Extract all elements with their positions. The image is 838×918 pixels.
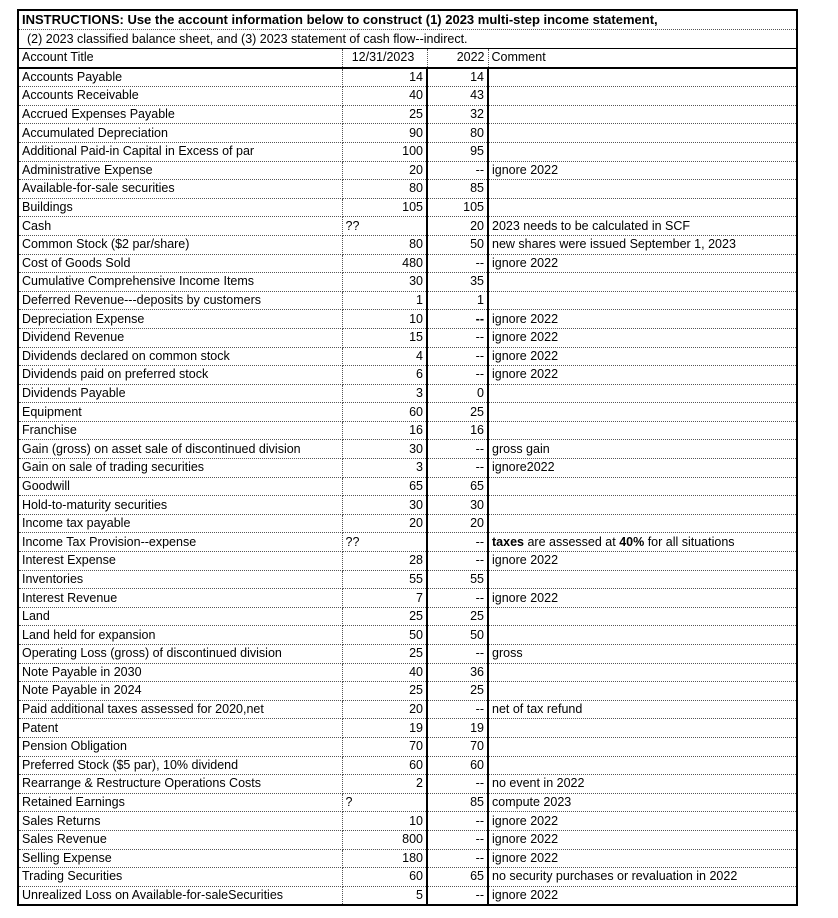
value-2023-cell: 100	[342, 142, 427, 161]
table-row	[19, 273, 796, 292]
table-row	[19, 477, 796, 496]
table-row	[19, 366, 796, 385]
account-title-cell: Goodwill	[19, 477, 342, 496]
table-row	[19, 756, 796, 775]
account-sheet	[17, 9, 798, 906]
comment-part: are assessed at	[523, 534, 620, 549]
account-title-cell: Income Tax Provision--expense	[19, 533, 342, 552]
value-2023-cell: 10	[342, 812, 427, 831]
value-2023-cell: 15	[342, 328, 427, 347]
value-2022-cell: --	[427, 775, 488, 794]
comment-cell	[488, 514, 796, 533]
comment-cell	[488, 477, 796, 496]
table-row	[19, 886, 796, 904]
comment-cell	[488, 180, 796, 199]
table-row	[19, 719, 796, 738]
table-row	[19, 496, 796, 515]
value-2023-cell: 6	[342, 366, 427, 385]
comment-cell: compute 2023	[488, 793, 796, 812]
comment-cell	[488, 682, 796, 701]
comment-cell	[488, 663, 796, 682]
value-2022-cell: --	[427, 161, 488, 180]
comment-cell	[488, 198, 796, 217]
value-2023-cell: 70	[342, 737, 427, 756]
value-2023-cell: 25	[342, 645, 427, 664]
header-comment: Comment	[488, 49, 796, 68]
value-2023-cell: 40	[342, 663, 427, 682]
comment-cell: gross	[488, 645, 796, 664]
comment-cell: ignore 2022	[488, 366, 796, 385]
header-row	[19, 49, 796, 68]
value-2022-cell: --	[427, 849, 488, 868]
account-title-cell: Interest Revenue	[19, 589, 342, 608]
account-title-cell: Additional Paid-in Capital in Excess of par	[19, 142, 342, 161]
account-title-cell: Selling Expense	[19, 849, 342, 868]
account-title-cell: Trading Securities	[19, 868, 342, 887]
account-title-cell: Equipment	[19, 403, 342, 422]
table-row	[19, 291, 796, 310]
table-row	[19, 440, 796, 459]
value-2022-cell: 20	[427, 514, 488, 533]
value-2023-cell: 30	[342, 273, 427, 292]
value-2023-cell: 480	[342, 254, 427, 273]
value-2022-cell: 55	[427, 570, 488, 589]
account-title-cell: Sales Returns	[19, 812, 342, 831]
comment-cell	[488, 719, 796, 738]
account-title-cell: Dividend Revenue	[19, 328, 342, 347]
value-2022-cell: 50	[427, 235, 488, 254]
comment-cell	[488, 273, 796, 292]
account-title-cell: Franchise	[19, 421, 342, 440]
account-title-cell: Accounts Payable	[19, 68, 342, 87]
comment-cell: ignore 2022	[492, 888, 559, 903]
comment-part: 40%	[619, 534, 645, 549]
value-2022-cell: --	[427, 886, 488, 904]
comment-cell: ignore 2022	[488, 812, 796, 831]
account-title-cell: Gain (gross) on asset sale of discontinued division	[19, 440, 342, 459]
value-2022-cell: 85	[427, 793, 488, 812]
table-row	[19, 570, 796, 589]
table-row	[19, 533, 796, 552]
value-2023-cell: 10	[342, 310, 427, 329]
table-row	[19, 254, 796, 273]
value-2023-cell: 3	[342, 384, 427, 403]
value-2023-cell: 90	[342, 124, 427, 143]
table-row	[19, 161, 796, 180]
account-title-cell: Note Payable in 2024	[19, 682, 342, 701]
value-2022-cell: 1	[427, 291, 488, 310]
comment-cell	[488, 607, 796, 626]
value-2022-cell: 65	[427, 868, 488, 887]
account-title-cell: Hold-to-maturity securities	[19, 496, 342, 515]
table-row	[19, 737, 796, 756]
comment-cell	[488, 105, 796, 124]
table-row	[19, 198, 796, 217]
table-row	[19, 775, 796, 794]
comment-cell: ignore 2022	[488, 328, 796, 347]
account-title-cell: Paid additional taxes assessed for 2020,net	[19, 700, 342, 719]
comment-cell	[488, 626, 796, 645]
value-2023-cell: 3	[342, 459, 427, 478]
value-2023-cell: ??	[342, 533, 427, 552]
value-2023-cell: ?	[342, 793, 427, 812]
table-row	[19, 180, 796, 199]
value-2023-cell: 20	[342, 161, 427, 180]
value-2022-cell: 32	[427, 105, 488, 124]
table-row	[19, 626, 796, 645]
comment-cell: ignore 2022	[488, 254, 796, 273]
value-2022-cell: 43	[427, 87, 488, 106]
table-row	[19, 868, 796, 887]
value-2022-cell: 85	[427, 180, 488, 199]
table-row	[19, 235, 796, 254]
account-title-cell: Dividends paid on preferred stock	[19, 366, 342, 385]
value-2023-cell: 60	[342, 868, 427, 887]
value-2023-cell: 20	[342, 514, 427, 533]
value-2022-cell: --	[427, 459, 488, 478]
value-2022-cell: 50	[427, 626, 488, 645]
account-title-cell: Accrued Expenses Payable	[19, 105, 342, 124]
comment-cell	[488, 496, 796, 515]
comment-part: for all situations	[644, 534, 735, 549]
value-2023-cell: 2	[342, 775, 427, 794]
value-2023-cell: 28	[342, 552, 427, 571]
value-2023-cell: 800	[342, 830, 427, 849]
table-row	[19, 607, 796, 626]
value-2023-cell: 14	[342, 68, 427, 87]
table-row	[19, 812, 796, 831]
value-2022-cell: 19	[427, 719, 488, 738]
account-title-cell: Dividends Payable	[19, 384, 342, 403]
value-2022-cell: 20	[427, 217, 488, 236]
comment-cell	[488, 533, 796, 552]
value-2023-cell: ??	[342, 217, 427, 236]
value-2022-cell: --	[427, 830, 488, 849]
table-row	[19, 793, 796, 812]
account-title-cell: Available-for-sale securities	[19, 180, 342, 199]
value-2023-cell: 25	[342, 607, 427, 626]
account-title-cell: Buildings	[19, 198, 342, 217]
value-2023-cell: 4	[342, 347, 427, 366]
comment-part: taxes	[492, 534, 524, 549]
table-row	[19, 124, 796, 143]
value-2022-cell: --	[427, 645, 488, 664]
value-2023-cell: 180	[342, 849, 427, 868]
table-row	[19, 328, 796, 347]
value-2022-cell: --	[427, 254, 488, 273]
account-title-cell: Common Stock ($2 par/share)	[19, 235, 342, 254]
value-2022-cell: 30	[427, 496, 488, 515]
value-2022-cell: --	[427, 589, 488, 608]
account-title-cell: Note Payable in 2030	[19, 663, 342, 682]
account-title-cell: Cost of Goods Sold	[19, 254, 342, 273]
comment-cell: net of tax refund	[488, 700, 796, 719]
account-title-cell: Cumulative Comprehensive Income Items	[19, 273, 342, 292]
value-2022-cell: 36	[427, 663, 488, 682]
comment-cell: ignore 2022	[488, 589, 796, 608]
comment-cell	[488, 68, 796, 87]
account-title-cell: Gain on sale of trading securities	[19, 459, 342, 478]
value-2023-cell: 1	[342, 291, 427, 310]
table-row	[19, 830, 796, 849]
comment-cell: no event in 2022	[488, 775, 796, 794]
value-2023-cell: 105	[342, 198, 427, 217]
account-title-cell: Dividends declared on common stock	[19, 347, 342, 366]
value-2023-cell: 80	[342, 180, 427, 199]
value-2022-cell: 105	[427, 198, 488, 217]
value-2023-cell: 40	[342, 87, 427, 106]
table-row	[19, 142, 796, 161]
table-row	[19, 645, 796, 664]
comment-cell: ignore2022	[488, 459, 796, 478]
value-2022-cell: --	[427, 366, 488, 385]
value-2023-cell: 7	[342, 589, 427, 608]
account-title-cell: Administrative Expense	[19, 161, 342, 180]
value-2022-cell: 70	[427, 737, 488, 756]
value-2022-cell: --	[427, 328, 488, 347]
account-title-cell: Deferred Revenue---deposits by customers	[19, 291, 342, 310]
table-row	[19, 347, 796, 366]
comment-cell	[488, 421, 796, 440]
value-2022-cell: --	[427, 552, 488, 571]
comment-cell: new shares were issued September 1, 2023	[488, 235, 796, 254]
table-row	[19, 514, 796, 533]
value-2023-cell: 5	[342, 886, 427, 904]
value-2022-cell: 95	[427, 142, 488, 161]
account-title-cell: Accumulated Depreciation	[19, 124, 342, 143]
value-2023-cell: 19	[342, 719, 427, 738]
value-2022-cell: --	[427, 310, 488, 329]
value-2022-cell: 14	[427, 68, 488, 87]
value-2022-cell: 0	[427, 384, 488, 403]
header-account-title: Account Title	[19, 49, 342, 68]
comment-cell: ignore 2022	[488, 849, 796, 868]
comment-cell	[488, 124, 796, 143]
value-2023-cell: 55	[342, 570, 427, 589]
comment-cell	[488, 291, 796, 310]
table-row	[19, 105, 796, 124]
value-2023-cell: 65	[342, 477, 427, 496]
comment-cell: ignore 2022	[488, 830, 796, 849]
value-2022-cell: 25	[427, 682, 488, 701]
table-row	[19, 700, 796, 719]
comment-cell: ignore 2022	[488, 347, 796, 366]
table-row	[19, 663, 796, 682]
account-title-cell: Land held for expansion	[19, 626, 342, 645]
value-2022-cell: --	[427, 440, 488, 459]
account-title-cell: Accounts Receivable	[19, 87, 342, 106]
account-title-cell: Depreciation Expense	[19, 310, 342, 329]
value-2022-cell: 35	[427, 273, 488, 292]
table-row	[19, 682, 796, 701]
value-2022-cell: --	[427, 812, 488, 831]
table-row	[19, 552, 796, 571]
comment-cell	[488, 384, 796, 403]
table-row	[19, 310, 796, 329]
value-2022-cell: --	[427, 700, 488, 719]
account-title-cell: Sales Revenue	[19, 830, 342, 849]
account-title-cell: Rearrange & Restructure Operations Costs	[19, 775, 342, 794]
comment-cell	[488, 403, 796, 422]
comment-cell	[488, 87, 796, 106]
account-title-cell: Income tax payable	[19, 514, 342, 533]
account-title-cell: Preferred Stock ($5 par), 10% dividend	[19, 756, 342, 775]
comment-cell: ignore 2022	[488, 552, 796, 571]
instructions-line-2: (2) 2023 classified balance sheet, and (3) 2023 statement of cash flow--indirect.	[19, 30, 796, 49]
instructions-line-1: INSTRUCTIONS: Use the account information below to construct (1) 2023 multi-step income statement,	[19, 11, 796, 30]
table-row	[19, 384, 796, 403]
value-2023-cell: 60	[342, 403, 427, 422]
value-2023-cell: 30	[342, 440, 427, 459]
comment-cell: ignore 2022	[488, 310, 796, 329]
account-title-cell: Land	[19, 607, 342, 626]
value-2022-cell: 60	[427, 756, 488, 775]
table-row	[19, 421, 796, 440]
table-row	[19, 589, 796, 608]
account-title-cell: Cash	[19, 217, 342, 236]
value-2022-cell: --	[427, 347, 488, 366]
value-2023-cell: 30	[342, 496, 427, 515]
table-row	[19, 87, 796, 106]
value-2023-cell: 25	[342, 682, 427, 701]
table-row	[19, 68, 796, 87]
value-2023-cell: 25	[342, 105, 427, 124]
value-2023-cell: 20	[342, 700, 427, 719]
value-2023-cell: 80	[342, 235, 427, 254]
value-2023-cell: 60	[342, 756, 427, 775]
header-2023: 12/31/2023	[342, 49, 427, 68]
table-row	[19, 459, 796, 478]
value-2023-cell: 16	[342, 421, 427, 440]
account-table	[19, 49, 796, 904]
account-title-cell: Interest Expense	[19, 552, 342, 571]
comment-cell	[488, 756, 796, 775]
account-title-cell: Retained Earnings	[19, 793, 342, 812]
account-title-cell: Unrealized Loss on Available-for-saleSecurities	[19, 886, 342, 904]
comment-cell: no security purchases or revaluation in 2022	[488, 868, 796, 887]
comment-cell	[488, 570, 796, 589]
value-2023-cell: 50	[342, 626, 427, 645]
table-row	[19, 849, 796, 868]
comment-cell	[488, 142, 796, 161]
header-2022: 2022	[427, 49, 488, 68]
comment-cell	[488, 737, 796, 756]
value-2022-cell: 80	[427, 124, 488, 143]
account-title-cell: Pension Obligation	[19, 737, 342, 756]
table-row	[19, 403, 796, 422]
comment-cell: ignore 2022	[488, 161, 796, 180]
value-2022-cell: 16	[427, 421, 488, 440]
account-title-cell: Patent	[19, 719, 342, 738]
account-title-cell: Inventories	[19, 570, 342, 589]
value-2022-cell: 65	[427, 477, 488, 496]
account-title-cell: Operating Loss (gross) of discontinued division	[19, 645, 342, 664]
comment-cell: 2023 needs to be calculated in SCF	[488, 217, 796, 236]
value-2022-cell: --	[427, 533, 488, 552]
table-row	[19, 217, 796, 236]
value-2022-cell: 25	[427, 403, 488, 422]
comment-cell: gross gain	[488, 440, 796, 459]
value-2022-cell: 25	[427, 607, 488, 626]
